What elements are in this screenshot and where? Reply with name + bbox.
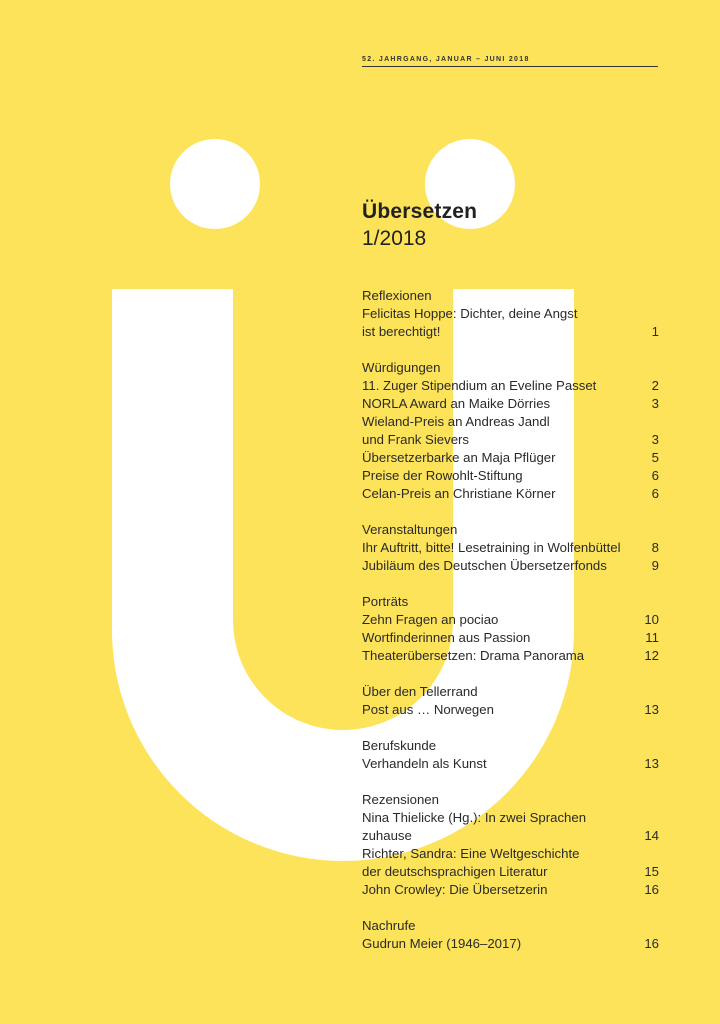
entry-title: Celan-Preis an Christiane Körner: [362, 486, 556, 501]
entry-title: Zehn Fragen an pociao: [362, 612, 499, 627]
toc-entry[interactable]: [362, 647, 659, 665]
toc-section: [362, 683, 659, 719]
entry-title: 11. Zuger Stipendium an Eveline Passet: [362, 378, 597, 393]
section-title: Über den Tellerrand: [362, 684, 478, 699]
entry-title: Theaterübersetzen: Drama Panorama: [362, 648, 585, 663]
entry-title: Wortfinderinnen aus Passion: [362, 630, 531, 645]
entry-title: Richter, Sandra: Eine Weltgeschichte der deutschsprachigen Literatur: [362, 846, 580, 879]
toc-entry[interactable]: [362, 845, 659, 881]
toc-section: [362, 593, 659, 665]
entry-title: Post aus … Norwegen: [362, 702, 494, 717]
toc-entry[interactable]: [362, 377, 659, 395]
toc-section: [362, 521, 659, 575]
entry-page: 13: [644, 756, 659, 771]
section-title: Würdigungen: [362, 360, 441, 375]
toc-section: [362, 287, 659, 341]
section-title: Rezensionen: [362, 792, 439, 807]
toc-entry[interactable]: [362, 449, 659, 467]
section-title: Nachrufe: [362, 918, 416, 933]
entry-title: Felicitas Hoppe: Dichter, deine Angst ist berechtigt!: [362, 306, 578, 339]
entry-page: 16: [644, 882, 659, 897]
toc-entry[interactable]: [362, 413, 659, 449]
toc-entry[interactable]: [362, 809, 659, 845]
toc-section: [362, 791, 659, 899]
entry-page: 12: [644, 648, 659, 663]
entry-page: 1: [651, 324, 659, 339]
entry-page: 15: [644, 864, 659, 879]
toc-entry[interactable]: [362, 881, 659, 899]
entry-title: NORLA Award an Maike Dörries: [362, 396, 551, 411]
toc-section: [362, 359, 659, 503]
section-title: Reflexionen: [362, 288, 432, 303]
toc-entry[interactable]: [362, 701, 659, 719]
entry-page: 13: [644, 702, 659, 717]
section-title: Porträts: [362, 594, 409, 609]
toc-entry[interactable]: [362, 629, 659, 647]
entry-page: 3: [651, 432, 659, 447]
entry-page: 14: [644, 828, 659, 843]
table-of-contents: [362, 287, 659, 971]
entry-title: Ihr Auftritt, bitte! Lesetraining in Wolfenbüttel: [362, 540, 621, 555]
toc-entry[interactable]: [362, 755, 659, 773]
entry-page: 16: [644, 936, 659, 951]
toc-entry[interactable]: [362, 935, 659, 953]
umlaut-dot-left: [170, 139, 260, 229]
entry-page: 10: [644, 612, 659, 627]
issue-header: 52. JAHRGANG, JANUAR – JUNI 2018: [362, 56, 658, 67]
toc-entry[interactable]: [362, 395, 659, 413]
entry-page: 8: [651, 540, 659, 555]
entry-page: 6: [651, 468, 659, 483]
entry-title: John Crowley: Die Übersetzerin: [362, 882, 548, 897]
entry-page: 6: [651, 486, 659, 501]
entry-page: 5: [651, 450, 659, 465]
entry-page: 2: [651, 378, 659, 393]
entry-title: Gudrun Meier (1946–2017): [362, 936, 522, 951]
entry-title: Übersetzerbarke an Maja Pflüger: [362, 450, 556, 465]
toc-section: [362, 917, 659, 953]
entry-page: 9: [651, 558, 659, 573]
entry-title: Verhandeln als Kunst: [362, 756, 487, 771]
entry-page: 3: [651, 396, 659, 411]
issue-number: 1/2018: [362, 227, 427, 250]
toc-entry[interactable]: [362, 305, 659, 341]
entry-title: Preise der Rowohlt-Stiftung: [362, 468, 523, 483]
section-title: Veranstaltungen: [362, 522, 458, 537]
toc-section: [362, 737, 659, 773]
toc-entry[interactable]: [362, 557, 659, 575]
section-title: Berufskunde: [362, 738, 437, 753]
toc-entry[interactable]: [362, 485, 659, 503]
entry-title: Nina Thielicke (Hg.): In zwei Sprachen zuhause: [362, 810, 587, 843]
magazine-title: Übersetzen: [362, 200, 478, 223]
toc-entry[interactable]: [362, 467, 659, 485]
entry-page: 11: [645, 630, 659, 645]
entry-title: Jubiläum des Deutschen Übersetzerfonds: [362, 558, 607, 573]
toc-entry[interactable]: [362, 611, 659, 629]
entry-title: Wieland-Preis an Andreas Jandl und Frank Sievers: [362, 414, 550, 447]
toc-entry[interactable]: [362, 539, 659, 557]
